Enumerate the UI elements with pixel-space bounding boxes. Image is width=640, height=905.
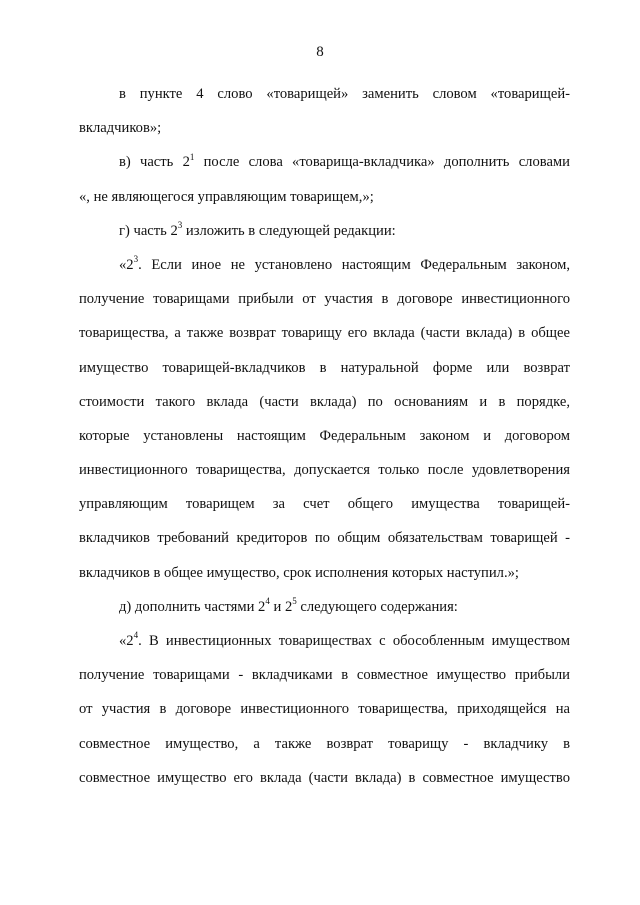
document-body: [79, 77, 570, 795]
superscript: 3: [177, 219, 183, 230]
text-fragment: следующего содержания:: [296, 598, 458, 615]
text-fragment: вкладчиков в общее имущество, срок исполнения которых наступил.»;: [79, 564, 519, 581]
text-line: [79, 385, 570, 419]
superscript: 3: [133, 254, 139, 265]
text-fragment: «2: [119, 256, 134, 273]
text-fragment: получение товарищами - вкладчиками в совместное имущество прибыли: [79, 667, 570, 684]
page-number: 8: [316, 44, 324, 60]
text-line: [79, 556, 570, 590]
text-fragment: г) часть 2: [119, 222, 178, 239]
text-line: [79, 351, 570, 385]
text-line: [79, 761, 570, 795]
text-line: [79, 282, 570, 316]
text-line: [79, 214, 570, 248]
text-line: [79, 590, 570, 624]
text-line: [79, 77, 570, 111]
text-fragment: после слова «товарища-вкладчика» дополнить словами: [194, 154, 570, 171]
text-fragment: получение товарищами прибыли от участия в договоре инвестиционного: [79, 291, 570, 308]
text-fragment: управляющим товарищем за счет общего имущества товарищей-: [79, 496, 570, 513]
text-line: [79, 453, 570, 487]
text-line: [79, 180, 570, 214]
text-line: [79, 487, 570, 521]
text-fragment: изложить в следующей редакции:: [182, 222, 396, 239]
text-line: [79, 111, 570, 145]
superscript: 4: [133, 630, 139, 641]
text-line: [79, 248, 570, 282]
text-fragment: от участия в договоре инвестиционного товарищества, приходящейся на: [79, 701, 570, 718]
text-fragment: д) дополнить частями 2: [119, 598, 266, 615]
text-line: [79, 658, 570, 692]
text-fragment: в) часть 2: [119, 154, 190, 171]
text-line: [79, 727, 570, 761]
text-fragment: совместное имущество его вклада (части вклада) в совместное имущество: [79, 769, 570, 786]
text-fragment: в пункте 4 слово «товарищей» заменить словом «товарищей-: [119, 86, 570, 102]
text-fragment: товарищества, а также возврат товарищу его вклада (части вклада) в общее: [79, 325, 570, 342]
text-fragment: совместное имущество, а также возврат товарищу - вкладчику в: [79, 735, 570, 752]
text-line: [79, 624, 570, 658]
text-line: [79, 145, 570, 179]
superscript: 5: [292, 595, 297, 606]
text-fragment: «2: [119, 633, 134, 649]
text-line: [79, 316, 570, 350]
text-fragment: стоимости такого вклада (части вклада) по основаниям и в порядке,: [79, 393, 570, 410]
text-line: [79, 521, 570, 555]
text-line: [79, 692, 570, 726]
text-line: [79, 419, 570, 453]
text-fragment: и 2: [269, 598, 293, 615]
text-fragment: которые установлены настоящим Федеральным законом и договором: [79, 427, 570, 444]
text-fragment: . В инвестиционных товариществах с обособленным имуществом: [138, 633, 570, 649]
text-fragment: имущество товарищей-вкладчиков в натуральной форме или возврат: [79, 359, 570, 376]
text-fragment: вкладчиков требований кредиторов по общим обязательствам товарищей -: [79, 530, 570, 547]
text-fragment: . Если иное не установлено настоящим Федеральным законом,: [138, 256, 570, 273]
superscript: 1: [189, 151, 195, 162]
text-fragment: вкладчиков»;: [79, 120, 162, 137]
superscript: 4: [265, 595, 270, 606]
text-fragment: «, не являющегося управляющим товарищем,»;: [79, 188, 374, 205]
text-fragment: инвестиционного товарищества, допускается только после удовлетворения: [79, 462, 570, 479]
